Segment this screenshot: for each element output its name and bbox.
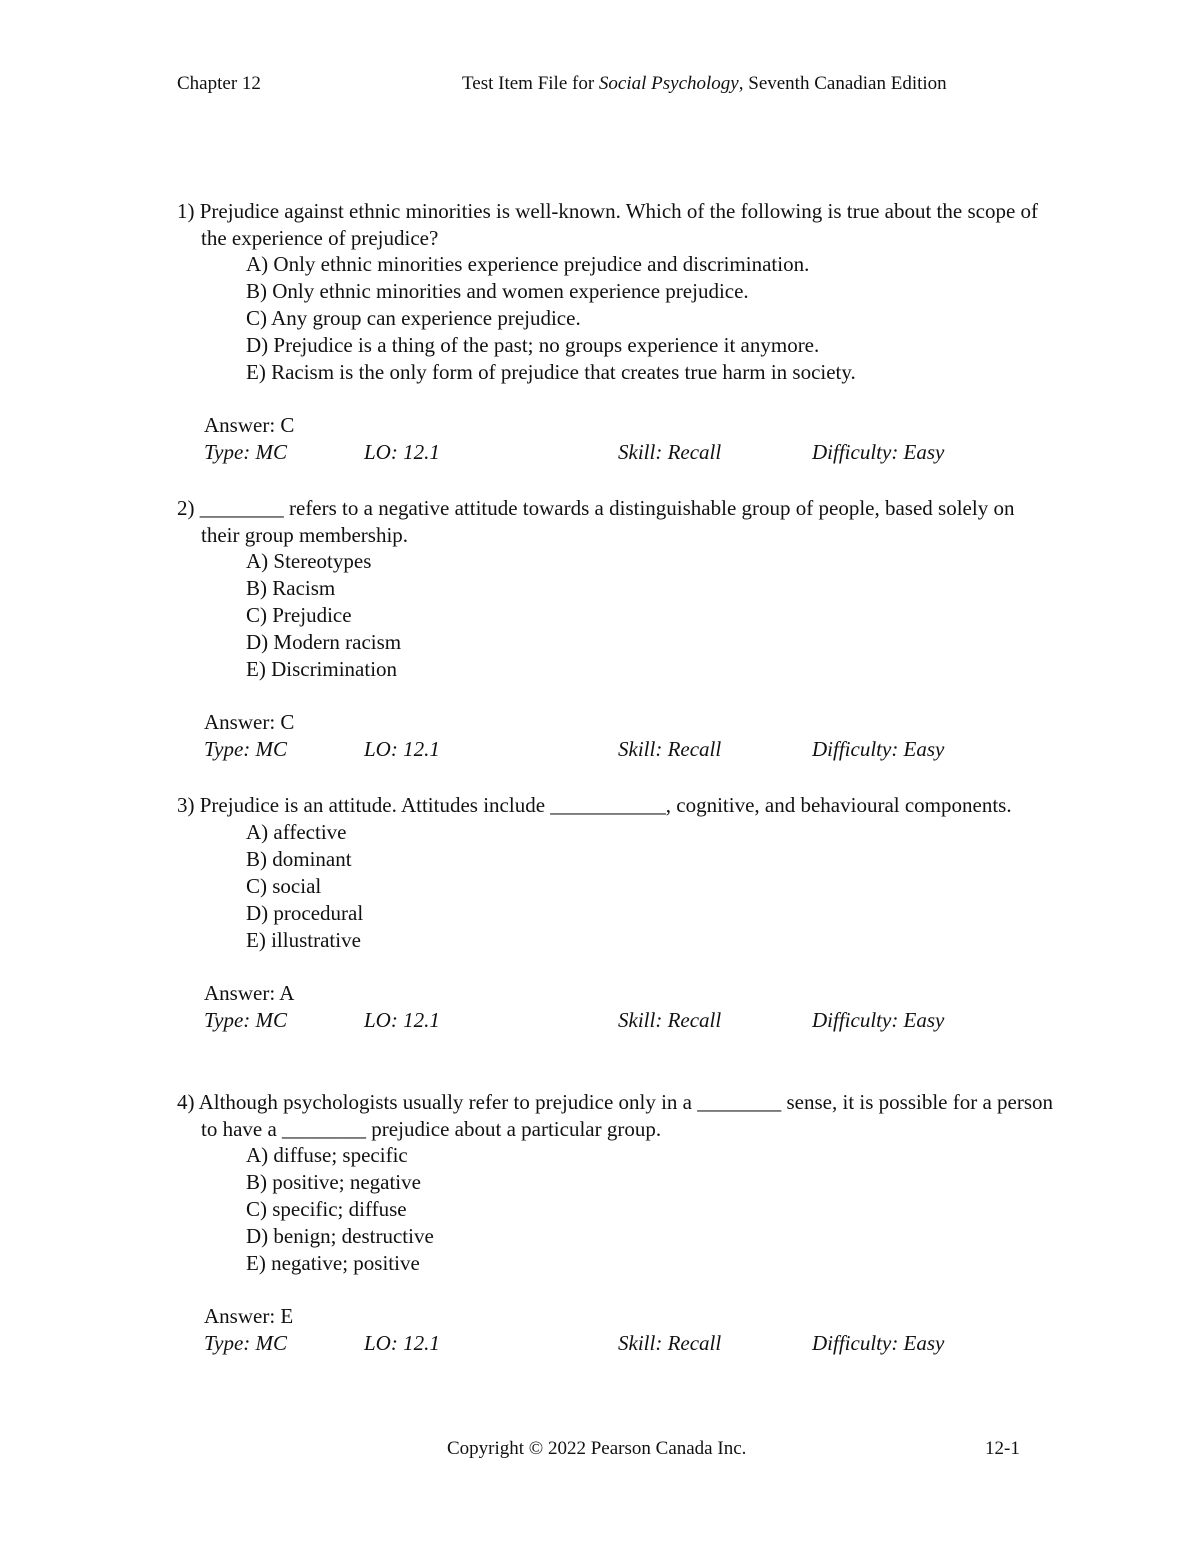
option-e: E) Racism is the only form of prejudice that creates true harm in society.	[246, 360, 856, 384]
option-c: C) social	[246, 873, 322, 898]
question-text: Prejudice is an attitude. Attitudes include ___________, cognitive, and behavioural components.	[199, 793, 1012, 817]
option-a: A) Stereotypes	[246, 549, 372, 573]
question-1	[177, 198, 1057, 466]
option-c: C) Prejudice	[246, 603, 352, 627]
answer: Answer: E	[204, 1304, 294, 1328]
question-3	[177, 792, 1057, 1034]
question-text: ________ refers to a negative attitude towards a distinguishable group of people, based solely on their group membership.	[199, 496, 1015, 547]
option-a: A) Only ethnic minorities experience prejudice and discrimination.	[246, 252, 810, 276]
meta-lo: LO: 12.1	[364, 1331, 440, 1355]
book-title-italic: Social Psychology	[598, 73, 739, 94]
option-b: B) Racism	[246, 576, 336, 600]
answer: Answer: A	[204, 980, 295, 1005]
question-stem	[177, 792, 1057, 819]
meta-difficulty: Difficulty: Easy	[812, 1007, 945, 1032]
question-meta	[204, 1330, 1057, 1357]
question-stem	[177, 1089, 1057, 1142]
option-e: E) negative; positive	[246, 1251, 420, 1275]
answer: Answer: C	[204, 413, 295, 437]
meta-skill: Skill: Recall	[618, 1331, 722, 1355]
meta-lo: LO: 12.1	[364, 1007, 440, 1032]
option-b: B) dominant	[246, 846, 352, 871]
question-number: 2)	[177, 496, 195, 520]
meta-difficulty: Difficulty: Easy	[812, 1331, 945, 1355]
option-c: C) specific; diffuse	[246, 1197, 407, 1221]
question-number: 3)	[177, 793, 195, 817]
answer: Answer: C	[204, 710, 295, 734]
meta-lo: LO: 12.1	[364, 737, 440, 761]
option-c: C) Any group can experience prejudice.	[246, 306, 581, 330]
option-list	[177, 548, 1057, 683]
copyright: Copyright © 2022 Pearson Canada Inc.	[447, 1438, 747, 1459]
question-meta	[204, 1007, 1057, 1034]
option-b: B) Only ethnic minorities and women experience prejudice.	[246, 279, 749, 303]
meta-skill: Skill: Recall	[618, 440, 722, 464]
chapter-label: Chapter 12	[177, 73, 261, 94]
meta-lo: LO: 12.1	[364, 440, 440, 464]
option-e: E) illustrative	[246, 927, 361, 952]
meta-type: Type: MC	[204, 1007, 288, 1032]
option-d: D) procedural	[246, 900, 364, 925]
meta-type: Type: MC	[204, 737, 288, 761]
question-meta	[204, 439, 1057, 466]
meta-skill: Skill: Recall	[618, 1007, 722, 1032]
option-d: D) Prejudice is a thing of the past; no groups experience it anymore.	[246, 333, 820, 357]
meta-type: Type: MC	[204, 1331, 288, 1355]
question-4	[177, 1089, 1057, 1357]
book-title	[462, 72, 947, 96]
page-number: 12-1	[985, 1438, 1020, 1459]
option-a: A) affective	[246, 819, 347, 844]
option-b: B) positive; negative	[246, 1170, 421, 1194]
question-text: Prejudice against ethnic minorities is well-known. Which of the following is true about the scope of the experience of prejudice?	[199, 199, 1039, 250]
question-meta	[204, 736, 1057, 763]
option-d: D) Modern racism	[246, 630, 402, 654]
option-e: E) Discrimination	[246, 657, 398, 681]
question-number: 4)	[177, 1090, 195, 1114]
question-text: Although psychologists usually refer to prejudice only in a ________ sense, it is possible for a person to have a ________ prejudice about a particular group.	[198, 1090, 1054, 1141]
question-2	[177, 495, 1057, 763]
option-list	[177, 819, 1057, 954]
question-stem	[177, 198, 1057, 251]
book-title-prefix: Test Item File for	[462, 73, 599, 94]
question-number: 1)	[177, 199, 195, 223]
meta-difficulty: Difficulty: Easy	[812, 440, 945, 464]
option-d: D) benign; destructive	[246, 1224, 434, 1248]
question-stem	[177, 495, 1057, 548]
option-list	[177, 1142, 1057, 1277]
meta-skill: Skill: Recall	[618, 737, 722, 761]
meta-type: Type: MC	[204, 440, 288, 464]
book-title-suffix: , Seventh Canadian Edition	[738, 73, 947, 94]
option-a: A) diffuse; specific	[246, 1143, 408, 1167]
option-list	[177, 251, 1057, 386]
meta-difficulty: Difficulty: Easy	[812, 737, 945, 761]
